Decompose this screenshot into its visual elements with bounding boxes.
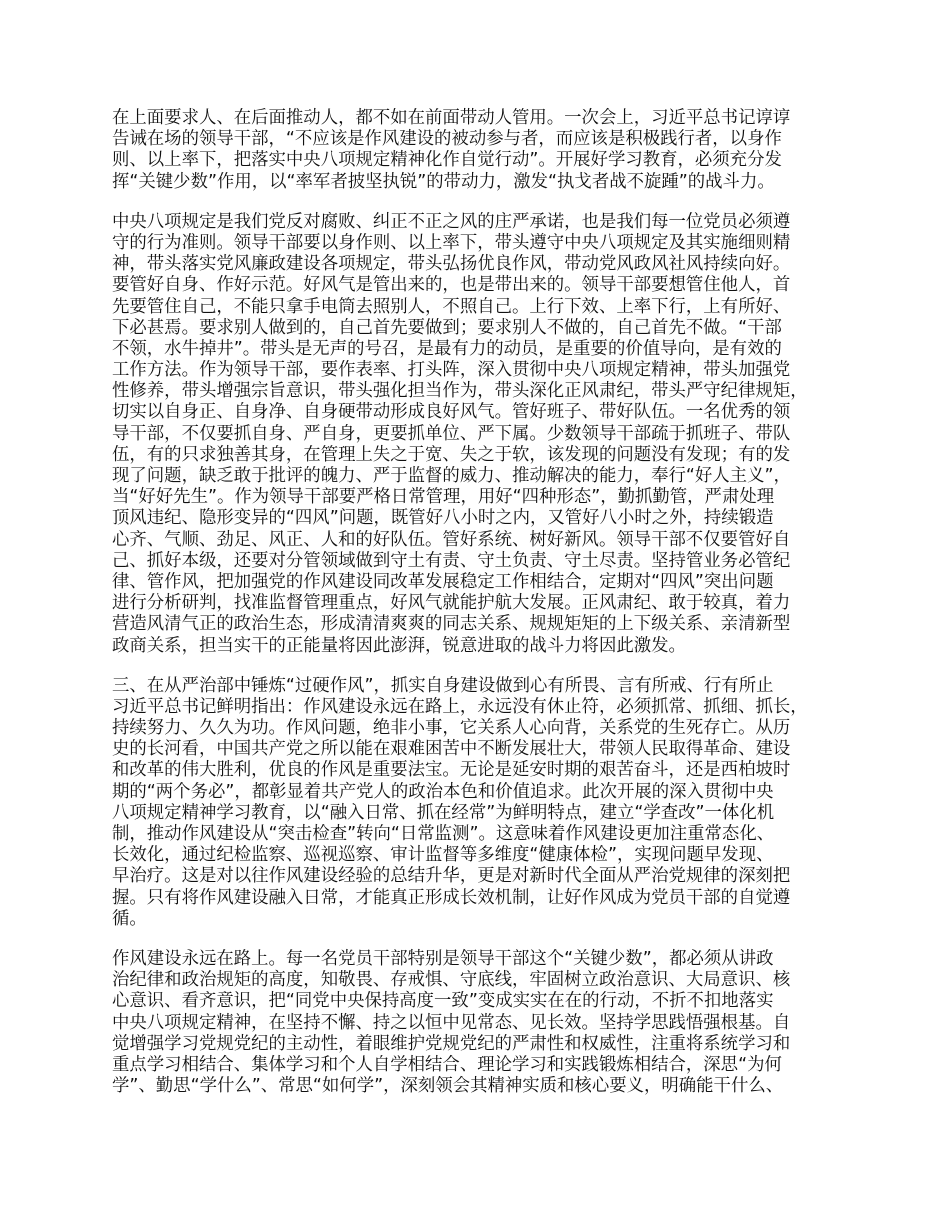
text-line: 要管好自身、作好示范。好风气是管出来的，也是带出来的。领导干部要想管住他人，首	[112, 275, 791, 296]
text-line: 中央八项规定是我们党反对腐败、纠正不正之风的庄严承诺，也是我们每一位党员必须遵	[112, 211, 791, 232]
text-line: 觉增强学习党规党纪的主动性，着眼维护党规党纪的严肃性和权威性，注重将系统学习和	[112, 1033, 791, 1054]
paragraph-4	[112, 949, 852, 1097]
text-line: 律、管作风，把加强党的作风建设同改革发展稳定工作相结合，定期对“四风”突出问题	[112, 571, 774, 592]
text-line: 心齐、气顺、劲足、风正、人和的好队伍。管好系统、树好新风。领导干部不仅要管好自	[112, 529, 791, 550]
text-line: 己、抓好本级，还要对分管领域做到守土有责、守土负责、守土尽责。坚持管业务必管纪	[112, 550, 791, 571]
text-line: 在上面要求人、在后面推动人，都不如在前面带动人管用。一次会上，习近平总书记谆谆	[112, 108, 791, 128]
text-line: 中央八项规定精神，在坚持不懈、持之以恒中见常态、见长效。坚持学思践悟强根基。自	[112, 1012, 791, 1033]
text-line: 切实以自身正、自身净、自身硬带动形成良好风气。管好班子、带好队伍。一名优秀的领	[112, 402, 791, 423]
text-line: 持续努力、久久为功。作风问题，绝非小事，它关系人心向背，关系党的生死存亡。从历	[112, 718, 791, 739]
text-line: 工作方法。作为领导干部，要作表率、打头阵，深入贯彻中央八项规定精神，带头加强党	[112, 360, 791, 381]
text-line: 史的长河看，中国共产党之所以能在艰难困苦中不断发展壮大，带领人民取得革命、建设	[112, 739, 791, 760]
text-line: 不领，水牛掉井”。带头是无声的号召，是最有力的动员，是重要的价值导向，是有效的	[112, 338, 782, 359]
text-line: 重点学习相结合、集体学习和个人自学相结合、理论学习和实践锻炼相结合，深思“为何	[112, 1054, 782, 1075]
text-line: 学”、勤思“学什么”、常思“如何学”，深刻领会其精神实质和核心要义，明确能干什么、	[112, 1076, 784, 1097]
text-line: 进行分析研判，找准监督管理重点，好风气就能护航大发展。正风肃纪、敢于较真，着力	[112, 593, 791, 614]
text-line: 作风建设永远在路上。每一名党员干部特别是领导干部这个“关键少数”，都必须从讲政	[112, 948, 774, 969]
text-line: 握。只有将作风建设融入日常，才能真正形成长效机制，让好作风成为党员干部的自觉遵	[112, 887, 791, 908]
text-line: 期的“两个务必”，都彰显着共产党人的政治本色和价值追求。此次开展的深入贯彻中央	[112, 781, 774, 802]
text-line: 挥“关键少数”作用，以“率军者披坚执锐”的带动力，激发“执戈者战不旋踵”的战斗力。	[112, 171, 775, 192]
text-line: 下必甚焉。要求别人做到的，自己首先要做到；要求别人不做的，自己首先不做。“干部	[112, 317, 782, 338]
text-line: 导干部，不仅要抓自身、严自身，更要抓单位、严下属。少数领导干部疏于抓班子、带队	[112, 423, 791, 444]
text-line: 神，带头落实党风廉政建设各项规定，带头弘扬优良作风，带动党风政风社风持续向好。	[112, 254, 791, 275]
text-line: 伍，有的只求独善其身，在管理上失之于宽、失之于软，该发现的问题没有发现；有的发	[112, 444, 791, 465]
text-line: 性修养，带头增强宗旨意识，带头强化担当作为，带头深化正风肃纪，带头严守纪律规矩，	[112, 381, 808, 402]
text-line: 现了问题，缺乏敢于批评的魄力、严于监督的威力、推动解决的能力，奉行“好人主义”，	[112, 466, 791, 486]
text-line: 制，推动作风建设从“突击检查”转向“日常监测”。这意味着作风建设更加注重常态化、	[112, 824, 775, 844]
section-heading: 三、在从严治部中锤炼“过硬作风”，抓实自身建设做到心有所畏、言有所戒、行有所止	[112, 675, 774, 696]
text-line: 八项规定精神学习教育，以“融入日常、抓在经常”为鲜明特点，建立“学查改”一体化机	[112, 802, 775, 823]
text-line: 守的行为准则。领导干部要以身作则、以上率下，带头遵守中央八项规定及其实施细则精	[112, 232, 791, 253]
text-line: 告诫在场的领导干部，“不应该是作风建设的被动参与者，而应该是积极践行者，以身作	[112, 129, 782, 150]
text-line: 和改革的伟大胜利，优良的作风是重要法宝。无论是延安时期的艰苦奋斗，还是西柏坡时	[112, 760, 791, 781]
document-body	[112, 108, 852, 1116]
text-line: 治纪律和政治规矩的高度，知敬畏、存戒惧、守底线，牢固树立政治意识、大局意识、核	[112, 970, 791, 991]
text-line: 则、以上率下，把落实中央八项规定精神化作自觉行动”。开展好学习教育，必须充分发	[112, 150, 782, 171]
text-line: 政商关系，担当实干的正能量将因此澎湃，锐意进取的战斗力将因此激发。	[112, 635, 686, 656]
text-line: 顶风违纪、隐形变异的“四风”问题，既管好八小时之内，又管好八小时之外，持续锻造	[112, 508, 774, 529]
text-line: 循。	[112, 908, 147, 929]
text-line: 习近平总书记鲜明指出：作风建设永远在路上，永远没有休止符，必须抓常、抓细、抓长，	[112, 696, 808, 717]
text-line: 心意识、看齐意识，把“同党中央保持高度一致”变成实实在在的行动，不折不扣地落实	[112, 991, 774, 1012]
paragraph-2	[112, 212, 852, 657]
paragraph-1	[112, 108, 852, 193]
text-line: 先要管住自己，不能只拿手电筒去照别人，不照自己。上行下效、上率下行，上有所好、	[112, 296, 791, 317]
text-line: 当“好好先生”。作为领导干部要严格日常管理，用好“四种形态”，勤抓勤管，严肃处理	[112, 487, 775, 508]
text-line: 早治疗。这是对以往作风建设经验的总结升华，更是对新时代全面从严治党规律的深刻把	[112, 866, 791, 887]
paragraph-3	[112, 676, 852, 930]
text-line: 营造风清气正的政治生态，形成清清爽爽的同志关系、规规矩矩的上下级关系、亲清新型	[112, 614, 791, 635]
text-line: 长效化，通过纪检监察、巡视巡察、审计监督等多维度“健康体检”，实现问题早发现、	[112, 845, 774, 866]
